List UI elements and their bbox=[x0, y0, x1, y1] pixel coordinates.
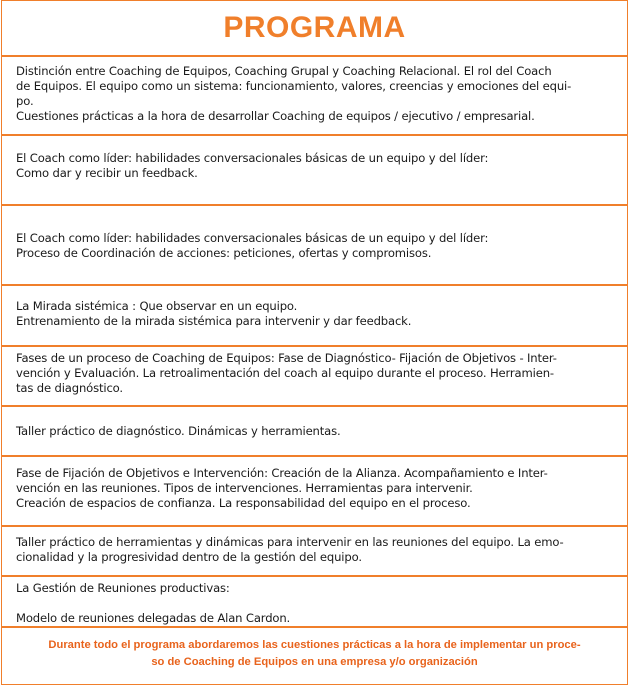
program-item-text: El Coach como líder: habilidades conversacionales básicas de un equipo y del líder: Como dar y recibir un feedback. bbox=[16, 151, 489, 180]
table-header bbox=[2, 1, 627, 57]
program-item-text: Taller práctico de herramientas y dinámicas para intervenir en las reuniones del equipo. La emo- cionalidad y la progresividad dentro de la gestión del equipo. bbox=[16, 535, 564, 564]
program-table bbox=[1, 0, 628, 685]
program-item bbox=[2, 136, 627, 206]
program-item bbox=[2, 407, 627, 457]
program-item bbox=[2, 286, 627, 347]
program-item-text: Taller práctico de diagnóstico. Dinámicas y herramientas. bbox=[16, 424, 341, 438]
program-item-text: El Coach como líder: habilidades conversacionales básicas de un equipo y del líder: Proceso de Coordinación de acciones: peticiones, ofertas y compromisos. bbox=[16, 231, 489, 260]
footer-note bbox=[2, 628, 627, 684]
page-title: PROGRAMA bbox=[223, 11, 406, 44]
program-item-text: Fases de un proceso de Coaching de Equipos: Fase de Diagnóstico- Fijación de Objetivos - Inter- vención y Evaluación. La retroalimentación del coach al equipo durante el proceso. Herramien- tas de diagnóstico. bbox=[16, 351, 557, 395]
program-item bbox=[2, 527, 627, 577]
program-item bbox=[2, 57, 627, 136]
program-item-text: La Mirada sistémica : Que observar en un equipo. Entrenamiento de la mirada sistémica para intervenir y dar feedback. bbox=[16, 299, 412, 328]
program-item bbox=[2, 206, 627, 286]
program-item bbox=[2, 457, 627, 527]
program-item bbox=[2, 347, 627, 407]
footer-text: Durante todo el programa abordaremos las cuestiones prácticas a la hora de implementar un proce- so de Coaching de Equipos en una empresa y/o organización bbox=[48, 639, 581, 668]
program-item-text: Distinción entre Coaching de Equipos, Coaching Grupal y Coaching Relacional. El rol del Coach de Equipos. El equipo como un sistema: funcionamiento, valores, creencias y emociones del equi- po. Cuestiones prácticas a la hora de desarrollar Coaching de equipos / ejecutivo / empresarial. bbox=[16, 64, 572, 123]
program-item-text: Fase de Fijación de Objetivos e Intervención: Creación de la Alianza. Acompañamiento e Inter- vención en las reuniones. Tipos de intervenciones. Herramientas para intervenir. Creación de espacios de confianza. La responsabilidad del equipo en el proceso. bbox=[16, 466, 548, 510]
program-item bbox=[2, 577, 627, 628]
program-item-text: La Gestión de Reuniones productivas: Modelo de reuniones delegadas de Alan Cardon. bbox=[16, 581, 291, 625]
